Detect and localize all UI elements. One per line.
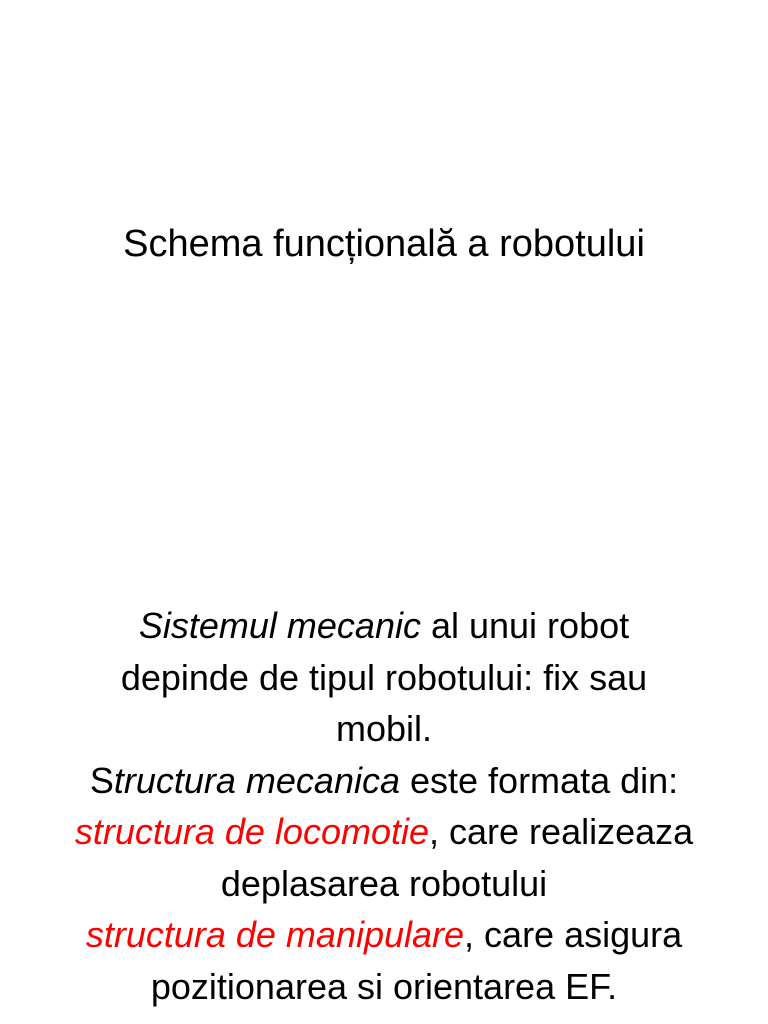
body-line-6: deplasarea robotului [220, 862, 548, 904]
term-sistemul-mecanic: Sistemul mecanic [138, 605, 421, 646]
term-structura-mecanica: tructura mecanica [113, 759, 400, 801]
term-structura-de-locomotie: structura de locomotie [74, 811, 430, 852]
term-structura-de-manipulare: structura de manipulare [85, 914, 465, 955]
slide-body-text [20, 600, 748, 1012]
slide-title: Schema funcțională a robotului [123, 223, 645, 265]
body-line-5 [20, 806, 748, 858]
body-line-7 [20, 909, 748, 961]
body-line-7-rest: , care asigura [464, 914, 683, 955]
body-line-3: mobil. [335, 708, 433, 749]
body-line-5-rest: , care realizeaza [429, 811, 694, 852]
body-line-4 [20, 755, 748, 807]
body-line-4-initial: S [89, 759, 114, 801]
body-line-4-rest: este formata din: [400, 759, 679, 801]
body-line-8: pozitionarea si orientarea EF. [150, 965, 618, 1007]
body-line-2: depinde de tipul robotului: fix sau [120, 656, 648, 698]
body-line-1-rest: al unui robot [420, 605, 630, 646]
body-line-1 [20, 600, 748, 652]
